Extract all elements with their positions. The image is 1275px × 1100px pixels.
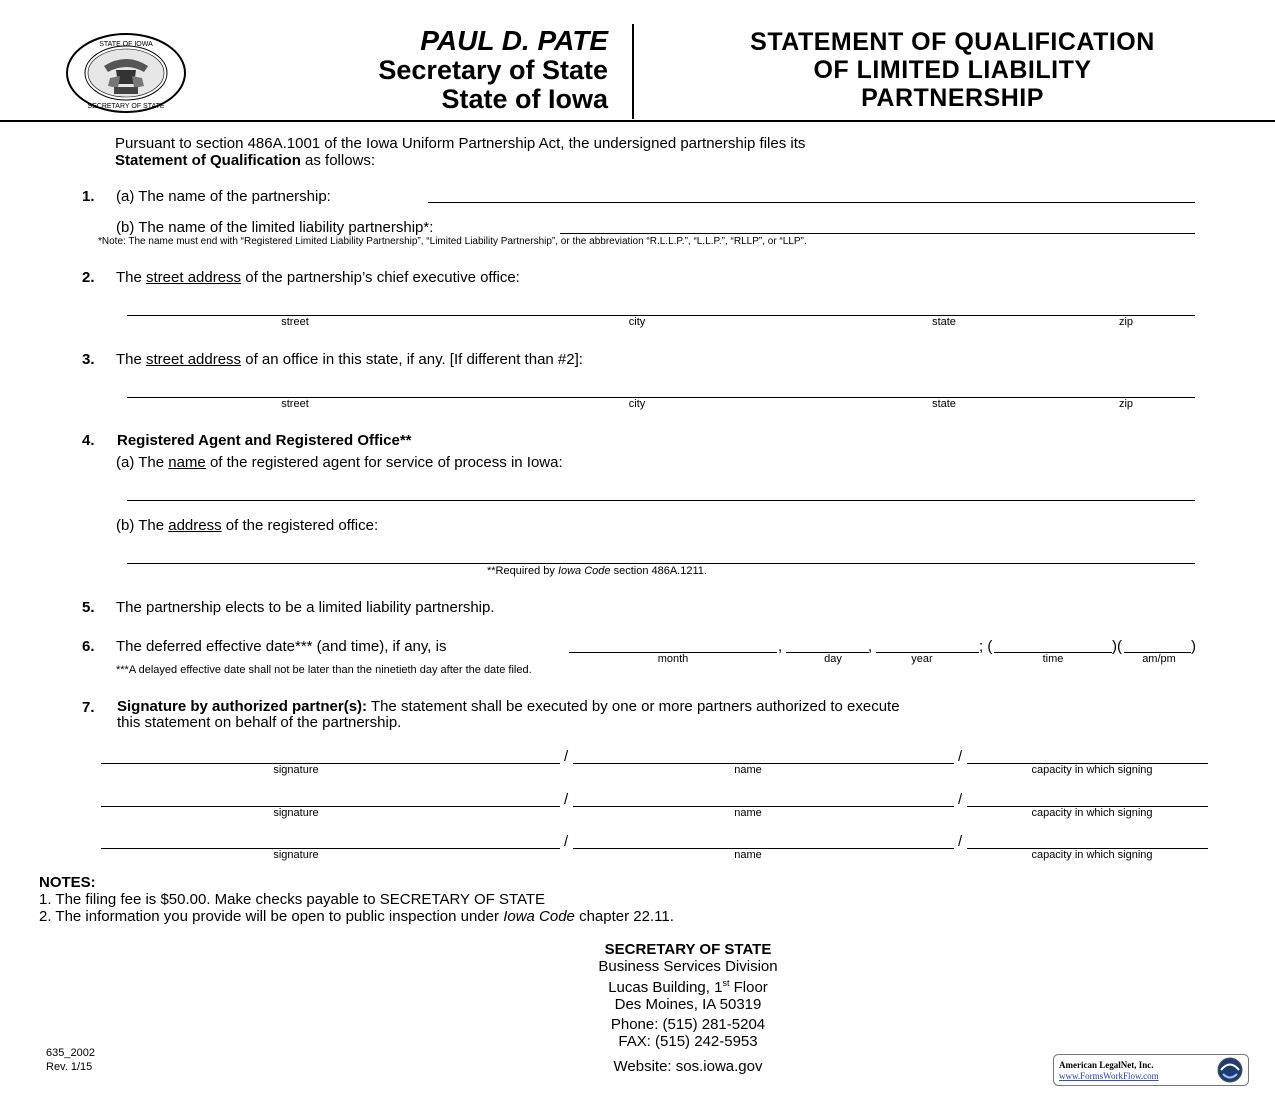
item-1a-label: (a) The name of the partnership: — [116, 188, 331, 205]
name-label-3: name — [734, 849, 762, 861]
item-3-state-label: state — [932, 398, 956, 410]
item-2-label — [116, 269, 520, 286]
llp-name-field[interactable] — [560, 233, 1195, 234]
intro-line-1: Pursuant to section 486A.1001 of the Iowa Uniform Partnership Act, the undersigned partnership files its — [115, 135, 806, 152]
item-7-text-2: this statement on behalf of the partnership. — [117, 714, 402, 731]
contact-info — [485, 1016, 891, 1050]
vendor-badge — [1053, 1054, 1249, 1086]
item-2-pre: The — [116, 269, 147, 286]
item-4a-label — [116, 454, 563, 471]
signature-slash-2a: / — [564, 791, 569, 808]
form-revision: Rev. 1/15 — [46, 1061, 93, 1073]
item-6-paren-mid: )( — [1112, 638, 1122, 655]
item-6-year-label: year — [911, 653, 933, 665]
footer-division: Business Services Division — [598, 958, 778, 975]
item-4a-post: of the registered agent for service of process in Iowa: — [205, 454, 563, 471]
name-label-1: name — [734, 764, 762, 776]
item-6-day-label: day — [824, 653, 842, 665]
registered-agent-name-field[interactable] — [127, 500, 1195, 501]
note-2 — [39, 908, 674, 925]
name-label-2: name — [734, 807, 762, 819]
item-6-comma-2: , — [868, 638, 873, 655]
form-identifier — [46, 1046, 95, 1074]
signature-slash-3b: / — [958, 833, 963, 850]
capacity-label-1: capacity in which signing — [1031, 764, 1153, 776]
seal-bottom-text: SECRETARY OF STATE — [87, 103, 165, 110]
item-4-requirement-note — [487, 565, 707, 577]
footer-phone: Phone: (515) 281-5204 — [610, 1016, 766, 1033]
secretary-title: Secretary of State — [378, 55, 608, 85]
item-2-post: of the partnership’s chief executive office: — [241, 269, 520, 286]
item-4b-label — [116, 517, 378, 534]
state-seal — [64, 32, 188, 114]
footer-fax: FAX: (515) 242-5953 — [618, 1033, 758, 1050]
form-title-line-3: PARTNERSHIP — [861, 84, 1044, 112]
item-6-month-label: month — [657, 653, 689, 665]
intro-text — [115, 135, 805, 169]
item-4-req-post: section 486A.1211. — [610, 565, 707, 577]
item-4b-post: of the registered office: — [221, 517, 379, 534]
item-4-req-pre: **Required by — [487, 565, 558, 577]
item-6-paren-close: ) — [1191, 638, 1196, 655]
note-2-italic: Iowa Code — [503, 908, 575, 925]
vendor-url: www.FormsWorkFlow.com — [1059, 1071, 1159, 1081]
item-5-text: The partnership elects to be a limited liability partnership. — [116, 599, 495, 616]
item-6-number: 6. — [82, 638, 95, 655]
item-4a-underlined: name — [168, 454, 206, 471]
footer-building — [485, 975, 891, 996]
item-4-number: 4. — [82, 432, 95, 449]
item-3-label — [116, 351, 583, 368]
signature-slash-1b: / — [958, 748, 963, 765]
item-7-number: 7. — [82, 699, 95, 716]
notes-title: NOTES: — [39, 874, 96, 891]
footer-website: Website: sos.iowa.gov — [613, 1058, 763, 1075]
item-2-street-label: street — [281, 316, 309, 328]
item-3-zip-label: zip — [1118, 398, 1134, 410]
item-7-text — [117, 699, 900, 731]
item-2-underlined: street address — [146, 269, 242, 286]
item-1-number: 1. — [82, 188, 95, 205]
mailing-address — [485, 941, 891, 1013]
signature-label-3: signature — [273, 849, 319, 861]
seal-top-text: STATE OF IOWA — [99, 41, 153, 48]
intro-bold: Statement of Qualification — [115, 152, 301, 169]
item-1-note: *Note: The name must end with “Registered Limited Liability Partnership”, “Limited Liability Partnership”, or the abbreviation “R.L.L.P.”, “L.L.P.”, “RLLP”, or “LLP”. — [98, 236, 807, 247]
item-4b-underlined: address — [168, 517, 222, 534]
footer-building-sup: st — [722, 978, 730, 988]
footer-city: Des Moines, IA 50319 — [614, 996, 762, 1013]
signature-slash-1a: / — [564, 748, 569, 765]
capacity-label-2: capacity in which signing — [1031, 807, 1153, 819]
item-3-street-label: street — [281, 398, 309, 410]
note-2-pre: 2. The information you provide will be open to public inspection under — [39, 908, 504, 925]
issuer-block — [260, 26, 608, 114]
item-6-ampm-label: am/pm — [1142, 653, 1176, 665]
item-6-semicolon: ; ( — [979, 638, 993, 655]
item-3-city-label: city — [628, 398, 646, 410]
partnership-name-field[interactable] — [428, 202, 1195, 203]
item-5-number: 5. — [82, 599, 95, 616]
item-3-underlined: street address — [146, 351, 242, 368]
item-4b-pre: (b) The — [116, 517, 169, 534]
signature-label-2: signature — [273, 807, 319, 819]
header-divider — [632, 24, 634, 119]
form-title-line-1: STATEMENT OF QUALIFICATION — [750, 28, 1155, 56]
signature-slash-2b: / — [958, 791, 963, 808]
item-4-title: Registered Agent and Registered Office** — [117, 432, 412, 449]
item-4-req-italic: Iowa Code — [557, 565, 611, 577]
form-number: 635_2002 — [46, 1047, 95, 1059]
item-2-number: 2. — [82, 269, 95, 286]
item-3-pre: The — [116, 351, 147, 368]
footer-org: SECRETARY OF STATE — [604, 941, 772, 958]
note-1: 1. The filing fee is $50.00. Make checks payable to SECRETARY OF STATE — [39, 891, 546, 908]
footer-building-pre: Lucas Building, 1 — [608, 979, 723, 996]
state-name: State of Iowa — [441, 84, 608, 114]
item-6-time-label: time — [1042, 653, 1064, 665]
vendor-name: American LegalNet, Inc. — [1059, 1060, 1154, 1070]
item-6-note: ***A delayed effective date shall not be later than the ninetieth day after the date filed. — [116, 664, 532, 676]
form-title-line-2: OF LIMITED LIABILITY — [813, 56, 1092, 84]
signature-label-1: signature — [273, 764, 319, 776]
footer-building-post: Floor — [729, 979, 768, 996]
item-7-text-1: The statement shall be executed by one or more partners authorized to execute — [367, 698, 900, 715]
item-3-number: 3. — [82, 351, 95, 368]
item-2-city-label: city — [628, 316, 646, 328]
notes-section — [39, 874, 674, 925]
item-3-post: of an office in this state, if any. [If different than #2]: — [241, 351, 583, 368]
item-1b-label: (b) The name of the limited liability partnership*: — [116, 219, 434, 236]
form-title — [650, 28, 1255, 112]
item-4a-pre: (a) The — [116, 454, 169, 471]
signature-slash-3a: / — [564, 833, 569, 850]
capacity-label-3: capacity in which signing — [1031, 849, 1153, 861]
item-2-zip-label: zip — [1118, 316, 1134, 328]
registered-office-address-field[interactable] — [127, 563, 1195, 564]
item-6-text: The deferred effective date*** (and time), if any, is — [116, 638, 447, 655]
intro-rest: as follows: — [300, 152, 376, 169]
item-7-bold: Signature by authorized partner(s): — [117, 698, 368, 715]
header-rule — [0, 120, 1275, 122]
note-2-post: chapter 22.11. — [574, 908, 674, 925]
secretary-name: PAUL D. PATE — [420, 25, 608, 56]
item-2-state-label: state — [932, 316, 956, 328]
item-6-comma-1: , — [778, 638, 783, 655]
